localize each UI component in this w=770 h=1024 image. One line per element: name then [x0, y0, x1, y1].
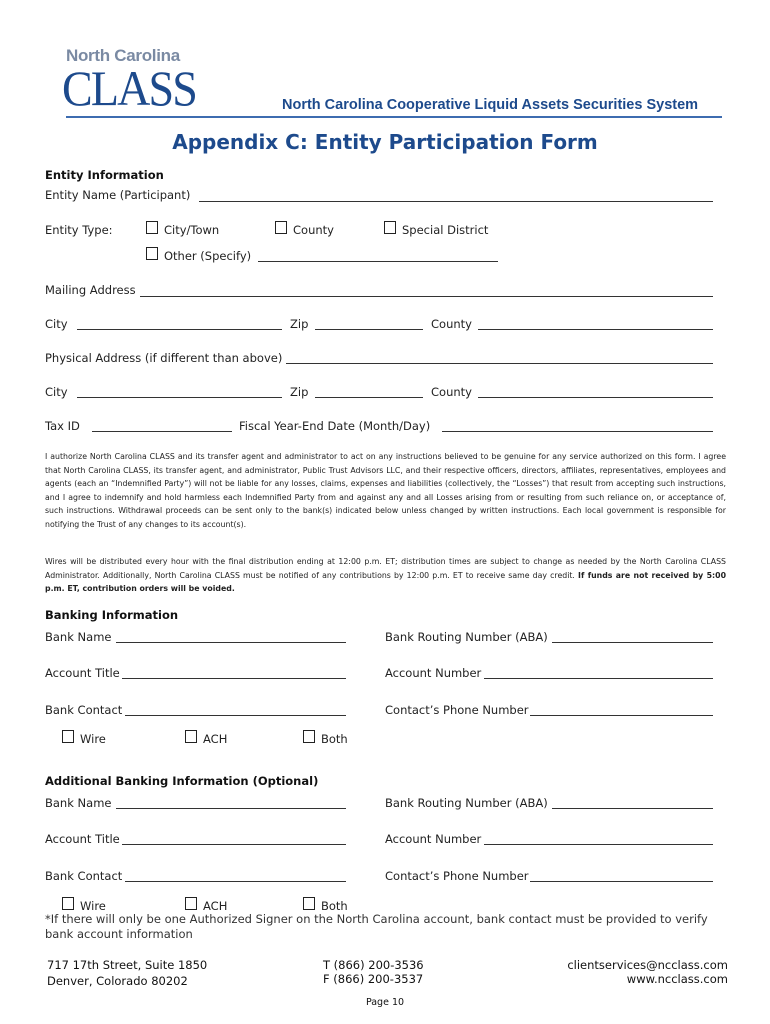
- wires-paragraph: [45, 555, 726, 596]
- bank-contact-label: Bank Contact: [45, 703, 123, 717]
- mailing-address-label: Mailing Address: [45, 283, 136, 297]
- footer-fax: F (866) 200-3537: [323, 972, 424, 986]
- checkbox-wire-label: Wire: [80, 732, 106, 746]
- add-checkbox-ach-label: ACH: [203, 899, 228, 913]
- other-specify-field[interactable]: [258, 261, 498, 262]
- mailing-address-field[interactable]: [140, 296, 713, 297]
- checkbox-other[interactable]: [146, 247, 158, 260]
- footer-address-line1: 717 17th Street, Suite 1850: [47, 958, 208, 972]
- entity-name-field[interactable]: [199, 201, 713, 202]
- physical-county-field[interactable]: [478, 397, 713, 398]
- add-routing-label: Bank Routing Number (ABA): [385, 796, 548, 810]
- add-checkbox-both[interactable]: [303, 897, 315, 910]
- checkbox-wire[interactable]: [62, 730, 74, 743]
- page-number: Page 10: [365, 997, 405, 1008]
- city-label: City: [45, 317, 68, 331]
- account-title-field[interactable]: [122, 678, 346, 679]
- checkbox-other-label: Other (Specify): [164, 249, 252, 263]
- zip-label: Zip: [290, 317, 309, 331]
- contact-phone-label: Contact’s Phone Number: [385, 703, 529, 717]
- account-title-label: Account Title: [45, 666, 120, 680]
- header-tagline: North Carolina Cooperative Liquid Assets Securities System: [282, 97, 699, 113]
- add-account-number-field[interactable]: [484, 844, 713, 845]
- footer-phone: T (866) 200-3536: [323, 958, 424, 972]
- bank-name-label: Bank Name: [45, 630, 112, 644]
- add-checkbox-ach[interactable]: [185, 897, 197, 910]
- add-bank-contact-field[interactable]: [125, 881, 346, 882]
- footer-address-line2: Denver, Colorado 80202: [47, 974, 188, 988]
- tax-id-label: Tax ID: [45, 419, 80, 433]
- section-heading-banking: Banking Information: [45, 608, 179, 622]
- checkbox-special-district-label: Special District: [402, 223, 489, 237]
- add-bank-name-field[interactable]: [116, 808, 346, 809]
- account-number-field[interactable]: [484, 678, 713, 679]
- add-bank-name-label: Bank Name: [45, 796, 112, 810]
- bank-name-field[interactable]: [116, 642, 346, 643]
- footer-email[interactable]: clientservices@ncclass.com: [567, 958, 728, 972]
- add-checkbox-wire[interactable]: [62, 897, 74, 910]
- physical-county-label: County: [431, 385, 472, 399]
- physical-zip-label: Zip: [290, 385, 309, 399]
- entity-name-label: Entity Name (Participant): [45, 188, 191, 202]
- account-number-label: Account Number: [385, 666, 482, 680]
- physical-zip-field[interactable]: [315, 397, 423, 398]
- checkbox-ach[interactable]: [185, 730, 197, 743]
- add-checkbox-wire-label: Wire: [80, 899, 106, 913]
- zip-field[interactable]: [315, 329, 423, 330]
- physical-address-field[interactable]: [286, 363, 713, 364]
- wires-bold-text: If funds are not received by 5:00 p.m. ET, contribution orders will be voided.: [45, 570, 727, 593]
- contact-phone-field[interactable]: [530, 715, 713, 716]
- add-bank-contact-label: Bank Contact: [45, 869, 123, 883]
- section-heading-additional-banking: Additional Banking Information (Optional): [45, 774, 319, 788]
- county-label: County: [431, 317, 472, 331]
- checkbox-ach-label: ACH: [203, 732, 228, 746]
- signer-note: *If there will only be one Authorized Signer on the North Carolina account, bank contact must be provided to verify bank account information: [45, 912, 708, 941]
- add-routing-field[interactable]: [552, 808, 713, 809]
- checkbox-both-label: Both: [321, 732, 348, 746]
- fiscal-year-field[interactable]: [442, 431, 713, 432]
- header-divider: [66, 116, 722, 118]
- checkbox-both[interactable]: [303, 730, 315, 743]
- wires-text: Wires will be distributed every hour with the final distribution ending at 12:00 p.m. ET; distribution times are subject to change as needed by the North Carolina CLASS Administrator. Additionally, North Carolina CLASS must be notified of any contributions by 12:00 p.m. ET to receive same day credit.: [45, 557, 726, 580]
- add-checkbox-both-label: Both: [321, 899, 348, 913]
- logo-wordmark: CLASS: [62, 60, 196, 116]
- fiscal-year-label: Fiscal Year-End Date (Month/Day): [239, 419, 431, 433]
- checkbox-city-town-label: City/Town: [164, 223, 220, 237]
- checkbox-city-town[interactable]: [146, 221, 158, 234]
- physical-city-field[interactable]: [77, 397, 282, 398]
- routing-field[interactable]: [552, 642, 713, 643]
- city-field[interactable]: [77, 329, 282, 330]
- add-contact-phone-field[interactable]: [530, 881, 713, 882]
- bank-contact-field[interactable]: [125, 715, 346, 716]
- tax-id-field[interactable]: [92, 431, 232, 432]
- add-account-title-field[interactable]: [122, 844, 346, 845]
- checkbox-county[interactable]: [275, 221, 287, 234]
- entity-type-label: Entity Type:: [45, 223, 113, 237]
- footer-website[interactable]: www.ncclass.com: [626, 972, 728, 986]
- checkbox-county-label: County: [293, 223, 334, 237]
- checkbox-special-district[interactable]: [384, 221, 396, 234]
- add-account-number-label: Account Number: [385, 832, 482, 846]
- county-field[interactable]: [478, 329, 713, 330]
- page-title: Appendix C: Entity Participation Form: [172, 130, 598, 154]
- routing-label: Bank Routing Number (ABA): [385, 630, 548, 644]
- section-heading-entity: Entity Information: [45, 168, 164, 182]
- physical-address-label: Physical Address (if different than above): [45, 351, 283, 365]
- add-contact-phone-label: Contact’s Phone Number: [385, 869, 529, 883]
- logo-subtitle: North Carolina: [66, 46, 180, 65]
- physical-city-label: City: [45, 385, 68, 399]
- add-account-title-label: Account Title: [45, 832, 120, 846]
- authorization-paragraph: I authorize North Carolina CLASS and its transfer agent and administrator to act on any instructions believed to be genuine for any service authorized on this form. I agree that North Carolina CLASS, its transfer agent, and administrator, Public Trust Advisors LLC, and their respective officers, directors, affiliates, representatives, employees and agents (each an “Indemnified Party”) will not be liable for any losses, claims, expenses and liabilities (collectively, the “Losses”) that result from accepting such instructions, and I agree to indemnify and hold harmless each Indemnified Party from and against any and all Losses arising from or resulting from such reliance on, or acceptance of, such instructions. Withdrawal proceeds can be sent only to the bank(s) indicated below unless changed by written instructions. Each local government is responsible for notifying the Trust of any changes to its account(s).: [45, 452, 726, 529]
